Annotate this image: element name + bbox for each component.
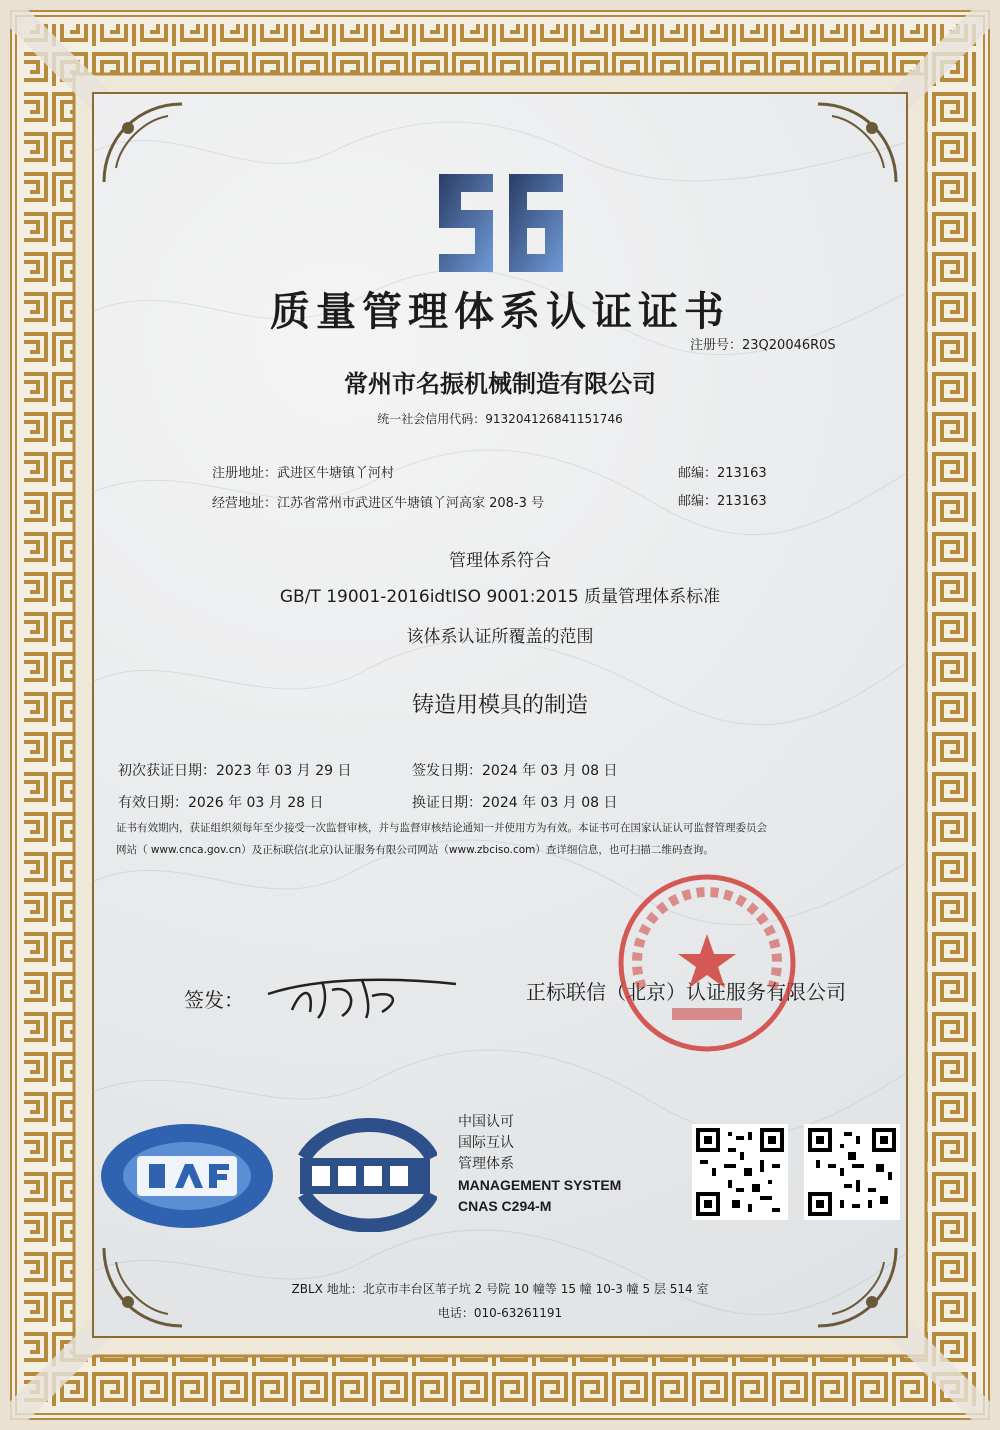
issuing-organization: 正标联信（北京）认证服务有限公司: [526, 980, 846, 1004]
registered-address: 注册地址：武进区牛塘镇丫河村: [212, 466, 395, 481]
validity-note-line-2: 网站（ www.cnca.gov.cn）及正标联信(北京)认证服务有限公司网站（www.zbciso.com）查详细信息，也可扫描二维码查询。: [116, 844, 714, 856]
certification-scope: 铸造用模具的制造: [411, 693, 588, 718]
official-seal: [612, 868, 802, 1058]
signature-label: 签发：: [184, 988, 244, 1012]
cnas-logo: [292, 1118, 437, 1232]
cnas-line-3: 管理体系: [458, 1156, 514, 1172]
qr-code-left[interactable]: [692, 1124, 788, 1220]
footer-address: ZBLX 地址：北京市丰台区苇子坑 2 号院 10 幢等 15 幢 10-3 幢 5 层 514 室: [291, 1282, 709, 1296]
corner-ornament-top-left: [98, 98, 188, 188]
registration-number: 注册号：23Q20046R0S: [690, 338, 836, 353]
iaf-logo: [97, 1120, 277, 1232]
footer-phone: 电话：010-63261191: [437, 1306, 563, 1320]
certificate-title: 质量管理体系认证证书: [270, 288, 730, 335]
cnas-en-line-1: MANAGEMENT SYSTEM: [458, 1177, 622, 1193]
standard-line: GB/T 19001-2016idtISO 9001:2015 质量管理体系标准: [279, 587, 721, 607]
cnas-line-2: 国际互认: [458, 1135, 514, 1151]
valid-until-date: 有效日期：2026 年 03 月 28 日: [118, 795, 324, 811]
company-name: 常州市名振机械制造有限公司: [344, 370, 656, 398]
issue-date: 签发日期：2024 年 03 月 08 日: [412, 763, 618, 779]
operating-address: 经营地址：江苏省常州市武进区牛塘镇丫河高家 208-3 号: [212, 496, 545, 511]
cnas-en-line-2: CNAS C294-M: [458, 1198, 552, 1214]
cnas-line-1: 中国认可: [458, 1114, 514, 1130]
scope-intro: 该体系认证所覆盖的范围: [406, 627, 594, 647]
corner-ornament-top-right: [812, 98, 902, 188]
registered-postcode: 邮编：213163: [678, 466, 767, 481]
credit-code: 统一社会信用代码：913204126841151746: [377, 412, 623, 426]
operating-postcode: 邮编：213163: [678, 494, 767, 509]
first-certified-date: 初次获证日期：2023 年 03 月 29 日: [118, 763, 352, 779]
renewal-date: 换证日期：2024 年 03 月 08 日: [412, 795, 618, 811]
conformance-line: 管理体系符合: [449, 551, 551, 571]
qr-code-right[interactable]: [804, 1124, 900, 1220]
cnas-accreditation-block: [458, 1112, 621, 1217]
handwritten-signature: [262, 966, 462, 1026]
zb-logo: [435, 170, 567, 276]
validity-note-line-1: 证书有效期内，获证组织须每年至少接受一次监督审核，并与监督审核结论通知一并使用方为有效。本证书可在国家认证认可监督管理委员会: [116, 822, 767, 834]
